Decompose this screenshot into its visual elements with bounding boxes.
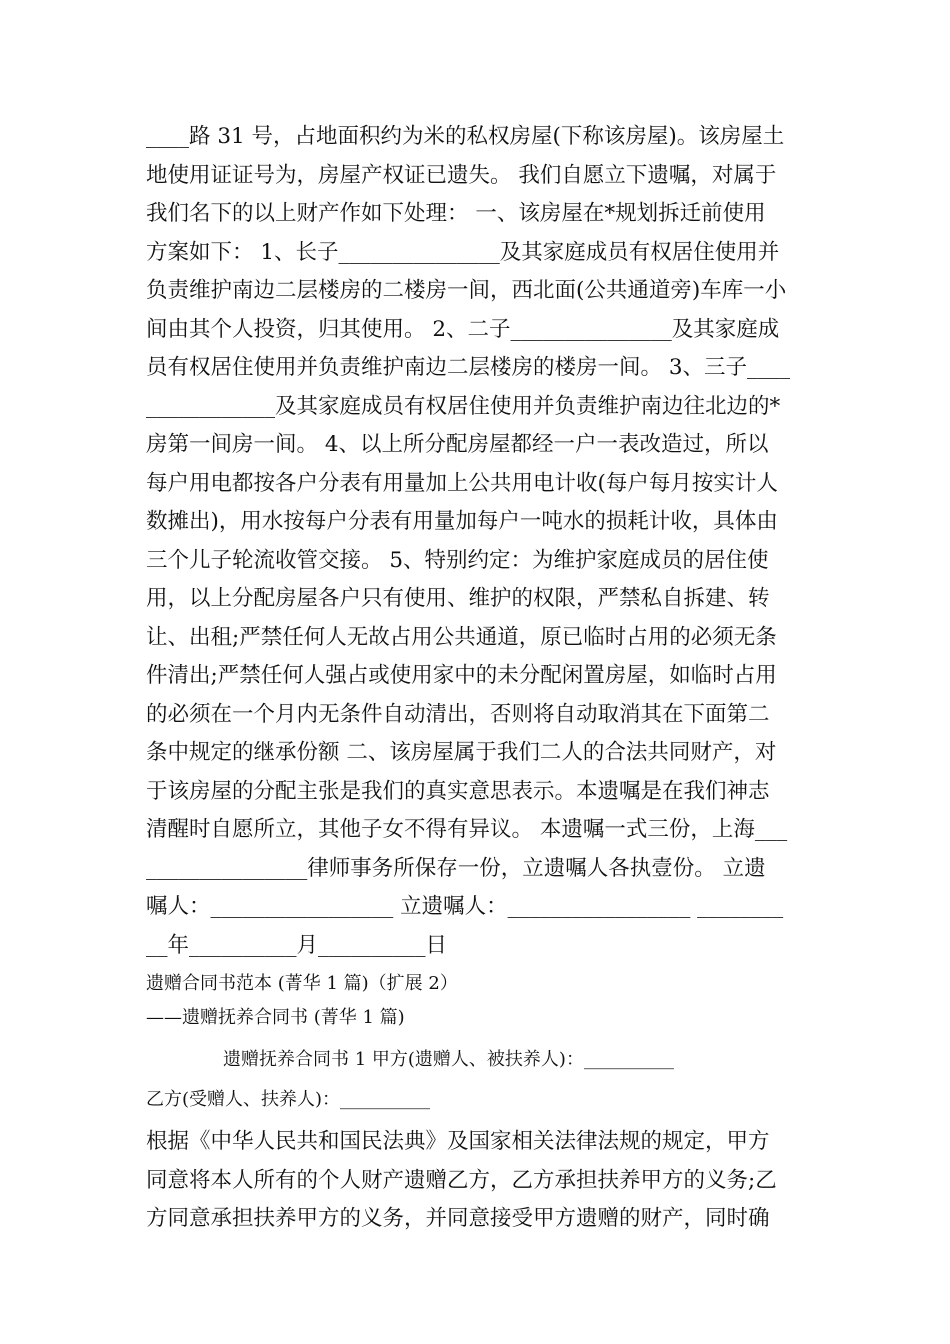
will-line: ____路 31 号，占地面积约为米的私权房屋(下称该房屋)。该房屋土 bbox=[146, 124, 785, 149]
will-date-line: __年__________月__________日 bbox=[146, 932, 448, 958]
will-line: 三个儿子轮流收管交接。 5、特别约定：为维护家庭成员的居住使 bbox=[146, 547, 769, 573]
contract-line: 同意将本人所有的个人财产遗赠乙方，乙方承担扶养甲方的义务;乙 bbox=[146, 1167, 777, 1193]
will-signature-line: 嘱人：_________________ 立遗嘱人：_________________ ________ bbox=[146, 894, 784, 919]
will-line: 房第一间房一间。 4、以上所分配房屋都经一户一表改造过，所以 bbox=[146, 432, 769, 457]
party-b-line: 乙方(受赠人、扶养人)：__________ bbox=[146, 1089, 431, 1110]
will-line: 间由其个人投资，归其使用。 2、二子_______________及其家庭成 bbox=[146, 316, 780, 342]
will-line: 于该房屋的分配主张是我们的真实意思表示。本遗嘱是在我们神志 bbox=[146, 778, 770, 804]
contract-body bbox=[146, 1123, 808, 1239]
contract-line: 根据《中华人民共和国民法典》及国家相关法律法规的规定，甲方 bbox=[146, 1129, 770, 1154]
will-line: 用，以上分配房屋各户只有使用、维护的权限，严禁私自拆建、转 bbox=[146, 586, 770, 611]
will-line: 每户用电都按各户分表有用量加上公共用电计收(每户每月按实计人 bbox=[146, 470, 778, 496]
will-body bbox=[146, 118, 808, 965]
will-line: 我们名下的以上财产作如下处理： 一、该房屋在*规划拆迁前使用 bbox=[146, 201, 766, 226]
will-line: ____________及其家庭成员有权居住使用并负责维护南边往北边的* bbox=[146, 393, 781, 419]
contract-line: 方同意承担扶养甲方的义务，并同意接受甲方遗赠的财产，同时确 bbox=[146, 1206, 770, 1231]
will-line: 方案如下： 1、长子_______________及其家庭成员有权居住使用并 bbox=[146, 239, 780, 265]
will-line: 地使用证证号为，房屋产权证已遗失。 我们自愿立下遗嘱，对属于 bbox=[146, 162, 777, 188]
section-subheading: ——遗赠抚养合同书 (菁华 1 篇) bbox=[146, 1007, 405, 1028]
will-line: 件清出;严禁任何人强占或使用家中的未分配闲置房屋，如临时占用 bbox=[146, 663, 777, 688]
will-line: 清醒时自愿所立，其他子女不得有异议。 本遗嘱一式三份，上海___ bbox=[146, 817, 788, 842]
will-line: 让、出租;严禁任何人无故占用公共通道，原已临时占用的必须无条 bbox=[146, 624, 777, 650]
will-line: 的必须在一个月内无条件自动清出，否则将自动取消其在下面第二 bbox=[146, 701, 770, 727]
will-line: _______________律师事务所保存一份，立遗嘱人各执壹份。 立遗 bbox=[146, 855, 766, 881]
will-line: 负责维护南边二层楼房的二楼房一间，西北面(公共通道旁)车库一小 bbox=[146, 278, 787, 303]
section-heading: 遗赠合同书范本 (菁华 1 篇)（扩展 2） bbox=[146, 973, 458, 994]
will-line: 条中规定的继承份额 二、该房屋属于我们二人的合法共同财产，对 bbox=[146, 740, 777, 765]
document-page bbox=[146, 118, 808, 1239]
party-a-line: 遗赠抚养合同书 1 甲方(遗赠人、被扶养人)：__________ bbox=[223, 1049, 674, 1070]
will-line: 员有权居住使用并负责维护南边二层楼房的楼房一间。 3、三子____ bbox=[146, 355, 791, 380]
will-line: 数摊出)，用水按每户分表有用量加每户一吨水的损耗计收，具体由 bbox=[146, 509, 778, 534]
